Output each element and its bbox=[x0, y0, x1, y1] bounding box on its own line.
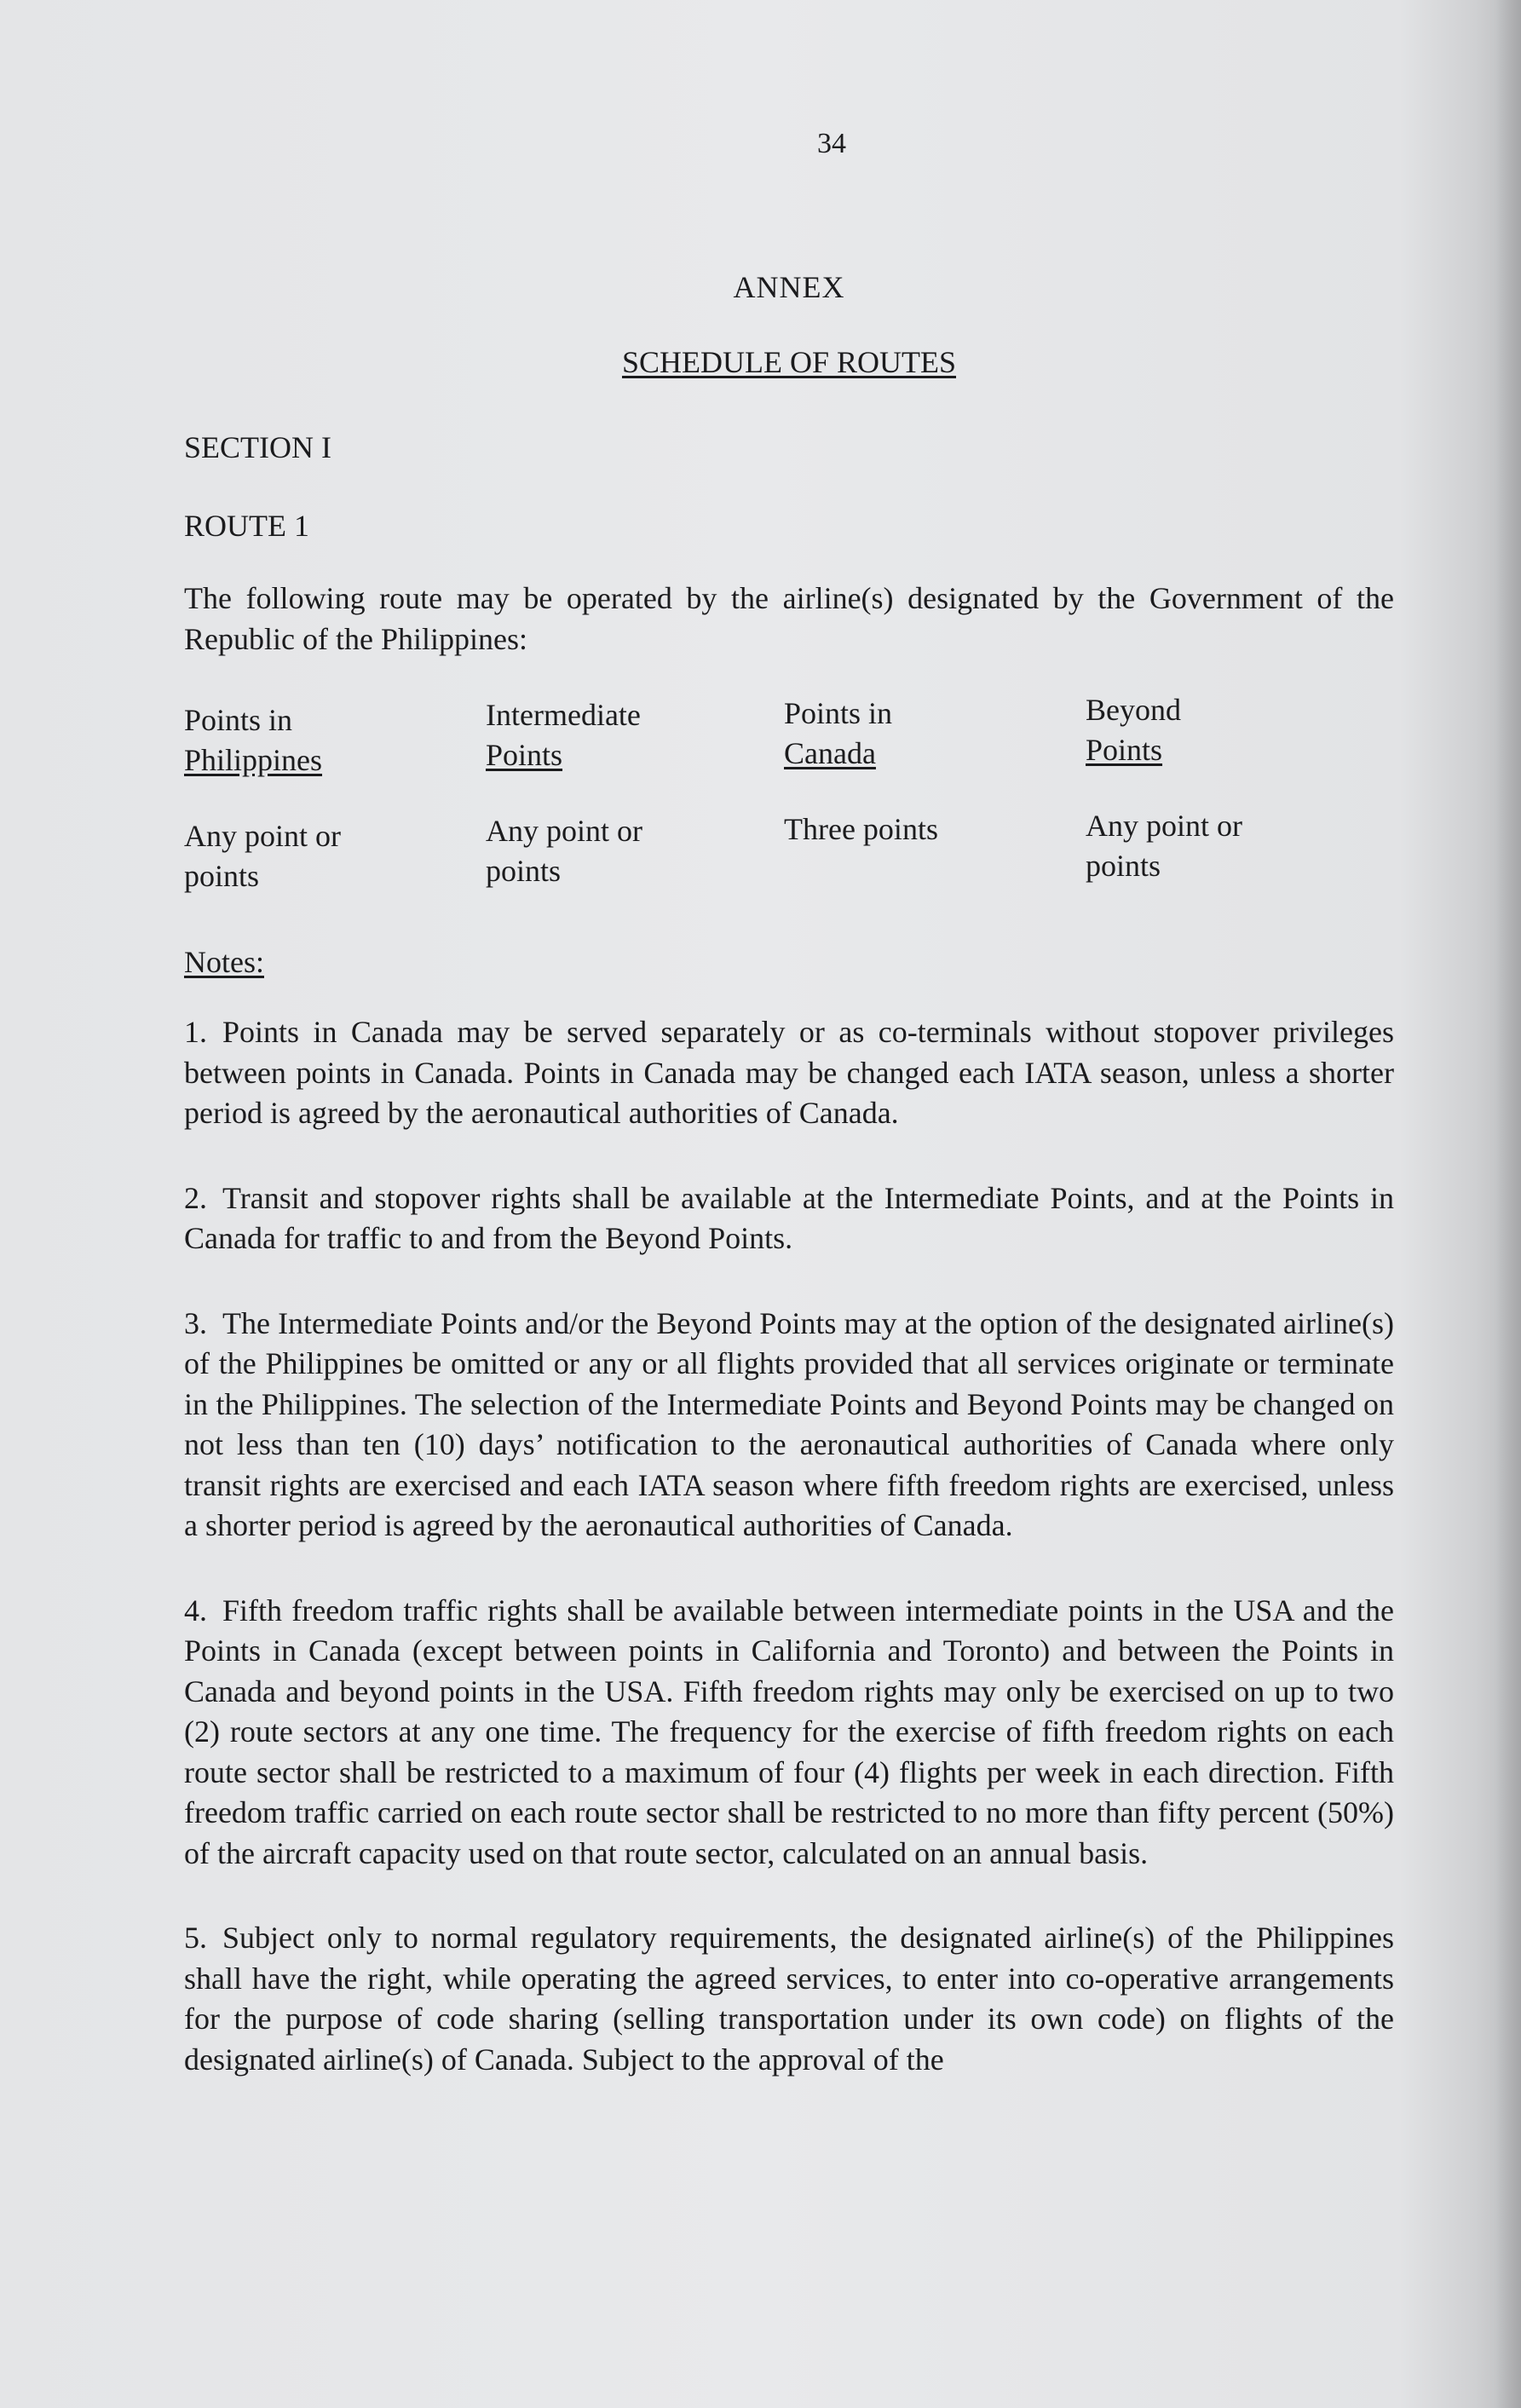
note-number: 5. bbox=[184, 1921, 207, 1955]
note-text: The Intermediate Points and/or the Beyond Points may at the option of the designated airline(s) of the Philippines be omitted or any or all flights provided that all services originate or terminate in the Philippines. The selection of the Intermediate Points and Beyond Points may be changed on not less than ten (10) days’ notification to the aeronautical authorities of Canada where only transit rights are exercised and each IATA season where fifth freedom rights are exercised, unless a shorter period is agreed by the aeronautical authorities of Canada. bbox=[184, 1305, 1394, 1542]
column-header bbox=[1086, 690, 1367, 772]
note-item bbox=[184, 1304, 1394, 1547]
column-value-line: Any point or bbox=[184, 819, 341, 853]
column-header-underlined: Philippines bbox=[184, 743, 323, 777]
route-column-intermediate bbox=[486, 695, 767, 891]
route-heading: ROUTE 1 bbox=[184, 509, 309, 543]
page-edge-shadow bbox=[1495, 0, 1521, 2408]
note-item bbox=[184, 1178, 1394, 1259]
note-number: 2. bbox=[184, 1180, 207, 1215]
note-item bbox=[184, 1918, 1394, 2080]
column-header-underlined: Canada bbox=[784, 736, 876, 770]
note-item bbox=[184, 1591, 1394, 1875]
annex-title: ANNEX bbox=[733, 270, 845, 304]
notes-list bbox=[184, 1012, 1394, 2124]
note-number: 1. bbox=[184, 1015, 207, 1049]
intro-paragraph: The following route may be operated by the airline(s) designated by the Government of the Republic of the Philippines: bbox=[184, 581, 1394, 656]
note-number: 4. bbox=[184, 1593, 207, 1627]
column-header-underlined: Points bbox=[1086, 733, 1163, 767]
column-value bbox=[784, 809, 1065, 850]
column-value-line: points bbox=[1086, 849, 1161, 883]
column-value-line: Any point or bbox=[1086, 809, 1242, 843]
column-value-line: Three points bbox=[784, 812, 938, 846]
notes-label: Notes: bbox=[184, 945, 264, 979]
column-header bbox=[784, 694, 1065, 775]
column-header-underlined: Points bbox=[486, 738, 563, 772]
column-value-line: points bbox=[184, 859, 260, 893]
schedule-title: SCHEDULE OF ROUTES bbox=[621, 345, 957, 379]
column-header bbox=[184, 700, 465, 782]
column-header-line: Beyond bbox=[1086, 693, 1181, 727]
column-value bbox=[184, 816, 465, 896]
note-text: Transit and stopover rights shall be available at the Intermediate Points, and at the Points in Canada for traffic to and from the Beyond Points. bbox=[184, 1180, 1394, 1255]
column-value bbox=[1086, 806, 1367, 886]
column-header-line: Points in bbox=[184, 703, 293, 737]
note-text: Points in Canada may be served separately or as co-terminals without stopover privileges between points in Canada. Points in Canada may be changed each IATA season, unless a shorter period is agreed by the aeronautical authorities of Canada. bbox=[184, 1015, 1394, 1130]
section-heading: SECTION I bbox=[184, 430, 331, 464]
column-value-line: Any point or bbox=[486, 814, 642, 848]
column-header-line: Points in bbox=[784, 696, 893, 730]
route-column-beyond bbox=[1086, 690, 1367, 886]
note-number: 3. bbox=[184, 1305, 207, 1340]
column-value-line: points bbox=[486, 854, 562, 888]
column-value bbox=[486, 811, 767, 891]
note-item bbox=[184, 1012, 1394, 1134]
note-text: Subject only to normal regulatory requirements, the designated airline(s) of the Philippines shall have the right, while operating the agreed services, to enter into co-operative arrangements for the purpose of code sharing (selling transportation under its own code) on flights of the designated airline(s) of Canada. Subject to the approval of the bbox=[184, 1921, 1394, 2077]
route-column-philippines bbox=[184, 700, 465, 896]
note-text: Fifth freedom traffic rights shall be available between intermediate points in the USA and the Points in Canada (except between points in California and Toronto) and between the Points in Canada and beyond points in the USA. Fifth freedom rights may only be exercised on up to two (2) route sectors at any one time. The frequency for the exercise of fifth freedom rights on each route sector shall be restricted to a maximum of four (4) flights per week in each direction. Fifth freedom traffic carried on each route sector shall be restricted to no more than fifty percent (50%) of the aircraft capacity used on that route sector, calculated on an annual basis. bbox=[184, 1593, 1394, 1870]
column-header-line: Intermediate bbox=[486, 698, 641, 732]
column-header bbox=[486, 695, 767, 777]
page-number: 34 bbox=[817, 128, 846, 159]
route-column-canada bbox=[784, 694, 1065, 850]
